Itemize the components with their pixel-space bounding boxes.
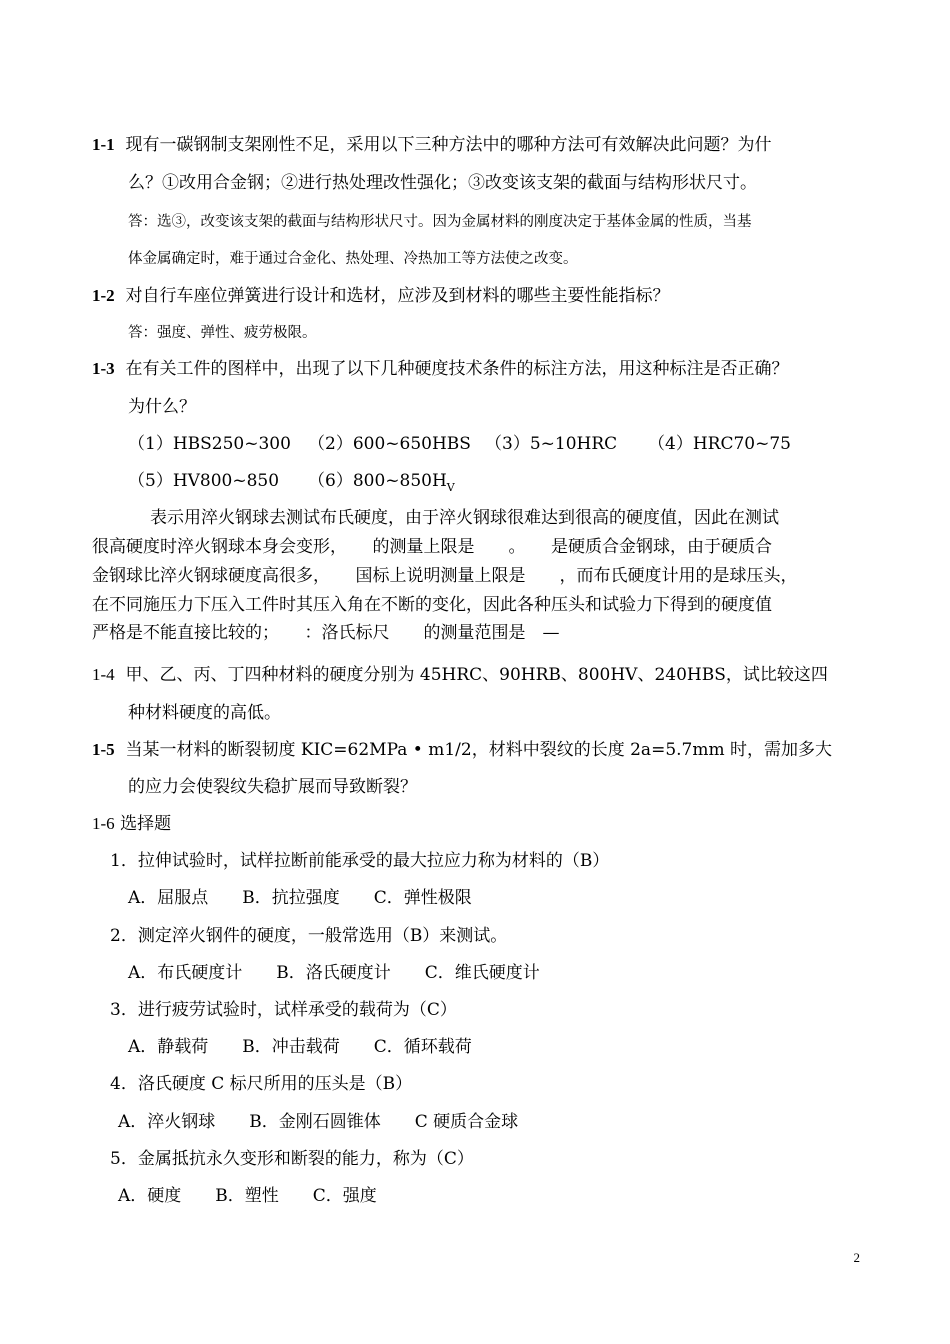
explanation-line-3: 金钢球比淬火钢球硬度高很多， 国标上说明测量上限是 ，而布氏硬度计用的是球压头，: [92, 566, 798, 586]
choice-answers-1: A．屈服点 B．抗拉强度 C．弹性极限: [128, 888, 472, 908]
question-text-line: 的应力会使裂纹失稳扩展而导致断裂？: [128, 777, 417, 797]
explanation-line-2: 很高硬度时淬火钢球本身会变形， 的测量上限是 。 是硬质合金钢球，由于硬质合: [92, 537, 772, 557]
question-number: 1-1: [92, 135, 115, 154]
question-1-3: [92, 358, 788, 380]
option-6: [308, 470, 455, 499]
explanation-line-4: 在不同施压力下压入工件时其压入角在不断的变化，因此各种压头和试验力下得到的硬度值: [92, 595, 772, 615]
choice-answers-2: A．布氏硬度计 B．洛氏硬度计 C．维氏硬度计: [128, 963, 540, 983]
question-1-6: [92, 813, 171, 835]
answer-text: 答：选③，改变该支架的截面与结构形状尺寸。因为金属材料的刚度决定于基体金属的性质，当基: [128, 214, 752, 230]
choice-question-2: 2．测定淬火钢件的硬度，一般常选用（B）来测试。: [110, 926, 508, 946]
question-text: 在有关工件的图样中，出现了以下几种硬度技术条件的标注方法，用这种标注是否正确？: [125, 359, 789, 379]
question-text: 对自行车座位弹簧进行设计和选材，应涉及到材料的哪些主要性能指标？: [125, 286, 670, 306]
option-4: （4）HRC70~75: [648, 434, 791, 454]
answer-text: 答：强度、弹性、疲劳极限。: [128, 325, 317, 341]
option-6-subscript: V: [446, 481, 455, 494]
question-text-line: 种材料硬度的高低。: [128, 703, 281, 723]
question-1-2: [92, 285, 669, 307]
option-3: （3）5~10HRC: [485, 434, 618, 454]
choice-answers-5: A．硬度 B．塑性 C．强度: [118, 1186, 377, 1206]
explanation-line-1: 表示用淬火钢球去测试布氏硬度，由于淬火钢球很难达到很高的硬度值，因此在测试: [150, 508, 779, 528]
question-number: 1-2: [92, 286, 115, 305]
option-1: （1）HBS250~300: [128, 434, 291, 454]
option-2: （2）600~650HBS: [308, 434, 471, 454]
choice-question-4: 4．洛氏硬度 C 标尺所用的压头是（B）: [110, 1074, 413, 1094]
choice-question-5: 5．金属抵抗永久变形和断裂的能力，称为（C）: [110, 1149, 474, 1169]
option-5: （5）HV800~850: [128, 471, 280, 491]
answer-text-line: 体金属确定时，难于通过合金化、热处理、冷热加工等方法使之改变。: [128, 251, 578, 267]
question-1-5: [92, 739, 832, 761]
question-1-4: [92, 664, 828, 686]
explanation-line-5: 严格是不能直接比较的； ：洛氏标尺 的测量范围是 —: [92, 623, 560, 643]
question-text: 甲、乙、丙、丁四种材料的硬度分别为 45HRC、90HRB、800HV、240HBS，试比较这四: [125, 665, 828, 685]
question-text: 现有一碳钢制支架刚性不足，采用以下三种方法中的哪种方法可有效解决此问题？为什: [125, 135, 772, 155]
choice-answers-4: A．淬火钢球 B．金刚石圆锥体 C 硬质合金球: [118, 1112, 519, 1132]
question-number: 1-3: [92, 359, 115, 378]
question-text-line: 么？①改用合金钢；②进行热处理改性强化；③改变该支架的截面与结构形状尺寸。: [128, 173, 757, 193]
question-number: 1-6: [92, 814, 115, 833]
question-number: 1-4: [92, 665, 115, 684]
choice-question-1: 1．拉伸试验时，试样拉断前能承受的最大拉应力称为材料的（B）: [110, 851, 610, 871]
page-number: 2: [853, 1250, 860, 1265]
choice-answers-3: A．静载荷 B．冲击载荷 C．循环载荷: [128, 1037, 472, 1057]
option-6-text: （6）800~850H: [308, 471, 447, 491]
question-title: 选择题: [120, 814, 172, 834]
question-text: 当某一材料的断裂韧度 KIC=62MPa • m1/2，材料中裂纹的长度 2a=5.7mm 时，需加多大: [125, 740, 832, 760]
choice-question-3: 3．进行疲劳试验时，试样承受的载荷为（C）: [110, 1000, 457, 1020]
question-text-line: 为什么？: [128, 397, 196, 417]
question-1-1: [92, 134, 771, 156]
question-number: 1-5: [92, 740, 115, 759]
